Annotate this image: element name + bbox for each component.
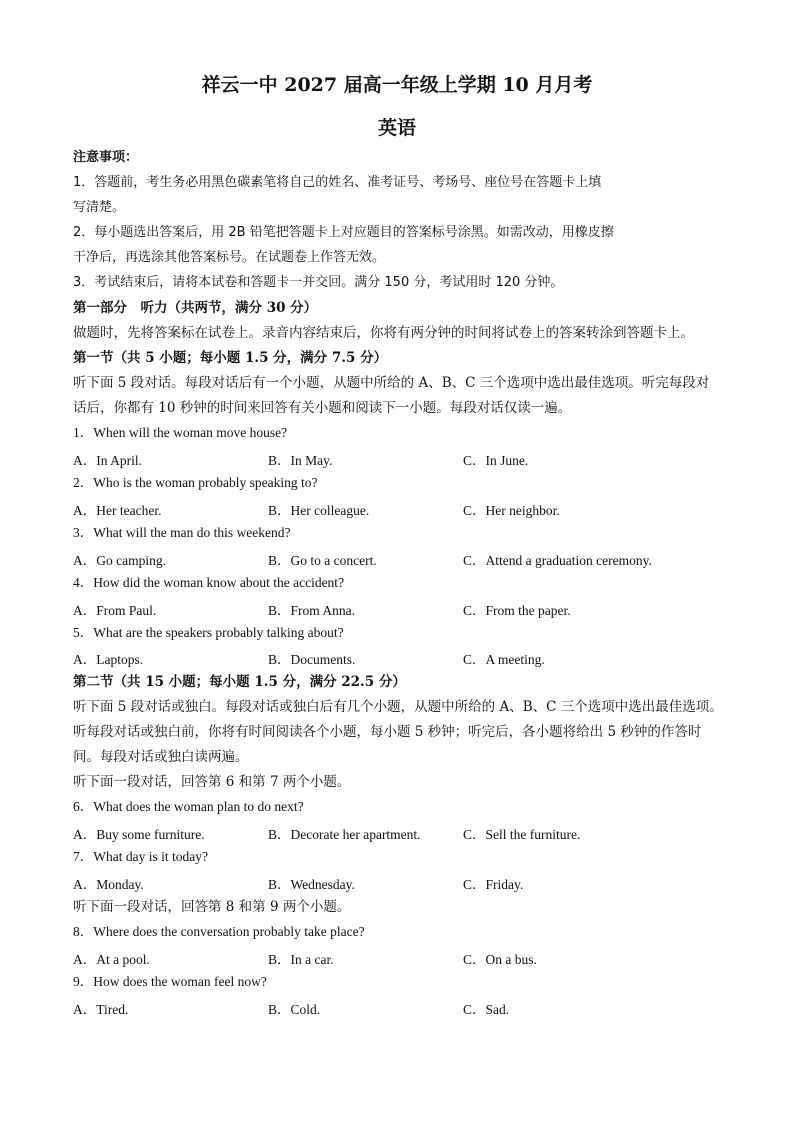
option-c: C．In June. — [463, 453, 529, 468]
option-c: C．From the paper. — [463, 603, 571, 618]
option-c: C．Sell the furniture. — [463, 827, 581, 842]
notice-line: 干净后，再选涂其他答案标号。在试题卷上作答无效。 — [73, 250, 386, 265]
option-c: C．Friday. — [463, 877, 524, 892]
notice-line: 写清楚。 — [73, 200, 126, 215]
option-a: A．From Paul. — [73, 603, 157, 618]
question-7: 7．What day is it today? — [73, 849, 208, 864]
option-b: B．Decorate her apartment. — [268, 827, 421, 842]
option-a: A．Laptops. — [73, 652, 144, 667]
question-9: 9．How does the woman feel now? — [73, 974, 267, 989]
notice-line: 2．每小题选出答案后，用 2B 铅笔把答题卡上对应题目的答案标号涂黑。如需改动，用橡皮擦 — [73, 225, 614, 240]
option-a: A．Buy some furniture. — [73, 827, 205, 842]
option-a: A．Monday. — [73, 877, 144, 892]
question-8: 8．Where does the conversation probably take place? — [73, 924, 365, 939]
question-2: 2．Who is the woman probably speaking to? — [73, 475, 318, 490]
option-c: C．Attend a graduation ceremony. — [463, 553, 652, 568]
option-c: C．On a bus. — [463, 952, 537, 967]
part1-intro: 做题时，先将答案标在试卷上。录音内容结束后，你将有两分钟的时间将试卷上的答案转涂到答题卡上。 — [73, 325, 694, 341]
option-b: B．Documents. — [268, 652, 356, 667]
option-b: B．In a car. — [268, 952, 334, 967]
question-6: 6．What does the woman plan to do next? — [73, 799, 304, 814]
question-4: 4．How did the woman know about the accident? — [73, 575, 345, 590]
section2-instruction: 听下面 5 段对话或独白。每段对话或独白后有几个小题，从题中所给的 A、B、C 三个选项中选出最佳选项。 — [73, 699, 723, 715]
option-c: C．Sad. — [463, 1002, 510, 1017]
option-c: C．Her neighbor. — [463, 503, 560, 518]
notice-line: 1．答题前，考生务必用黑色碳素笔将自己的姓名、准考证号、考场号、座位号在答题卡上填 — [73, 175, 602, 190]
notice-line: 3．考试结束后，请将本试卷和答题卡一并交回。满分 150 分，考试用时 120 分钟。 — [73, 275, 564, 290]
option-b: B．From Anna. — [268, 603, 356, 618]
option-b: B．Her colleague. — [268, 503, 370, 518]
question-3: 3．What will the man do this weekend? — [73, 525, 291, 540]
option-b: B．In May. — [268, 453, 333, 468]
option-a: A．At a pool. — [73, 952, 150, 967]
option-b: B．Wednesday. — [268, 877, 355, 892]
group-instruction: 听下面一段对话，回答第 8 和第 9 两个小题。 — [73, 899, 351, 915]
section1-instruction: 听下面 5 段对话。每段对话后有一个小题，从题中所给的 A、B、C 三个选项中选出最佳选项。听完每段对 — [73, 375, 710, 391]
option-c: C．A meeting. — [463, 652, 545, 667]
question-5: 5．What are the speakers probably talking about? — [73, 625, 344, 640]
option-a: A．Tired. — [73, 1002, 129, 1017]
section2-instruction: 听每段对话或独白前，你将有时间阅读各个小题，每小题 5 秒钟；听完后，各小题将给出 5 秒钟的作答时 — [73, 724, 702, 740]
section1-instruction: 话后，你都有 10 秒钟的时间来回答有关小题和阅读下一小题。每段对话仅读一遍。 — [73, 400, 572, 416]
group-instruction: 听下面一段对话，回答第 6 和第 7 两个小题。 — [73, 774, 351, 790]
exam-title: 祥云一中 2027 届高一年级上学期 10 月月考 — [201, 74, 593, 96]
option-b: B．Cold. — [268, 1002, 321, 1017]
notice-heading: 注意事项： — [73, 150, 139, 165]
section1-heading: 第一节（共 5 小题；每小题 1.5 分，满分 7.5 分） — [73, 350, 388, 366]
option-a: A．Go camping. — [73, 553, 166, 568]
part1-heading: 第一部分 听力（共两节，满分 30 分） — [73, 300, 318, 316]
option-a: A．In April. — [73, 453, 142, 468]
section2-instruction: 间。每段对话或独白读两遍。 — [73, 749, 249, 765]
subject-title: 英语 — [377, 117, 416, 139]
section2-heading: 第二节（共 15 小题；每小题 1.5 分，满分 22.5 分） — [73, 674, 406, 690]
question-1: 1．When will the woman move house? — [73, 425, 288, 440]
option-b: B．Go to a concert. — [268, 553, 377, 568]
option-a: A．Her teacher. — [73, 503, 162, 518]
